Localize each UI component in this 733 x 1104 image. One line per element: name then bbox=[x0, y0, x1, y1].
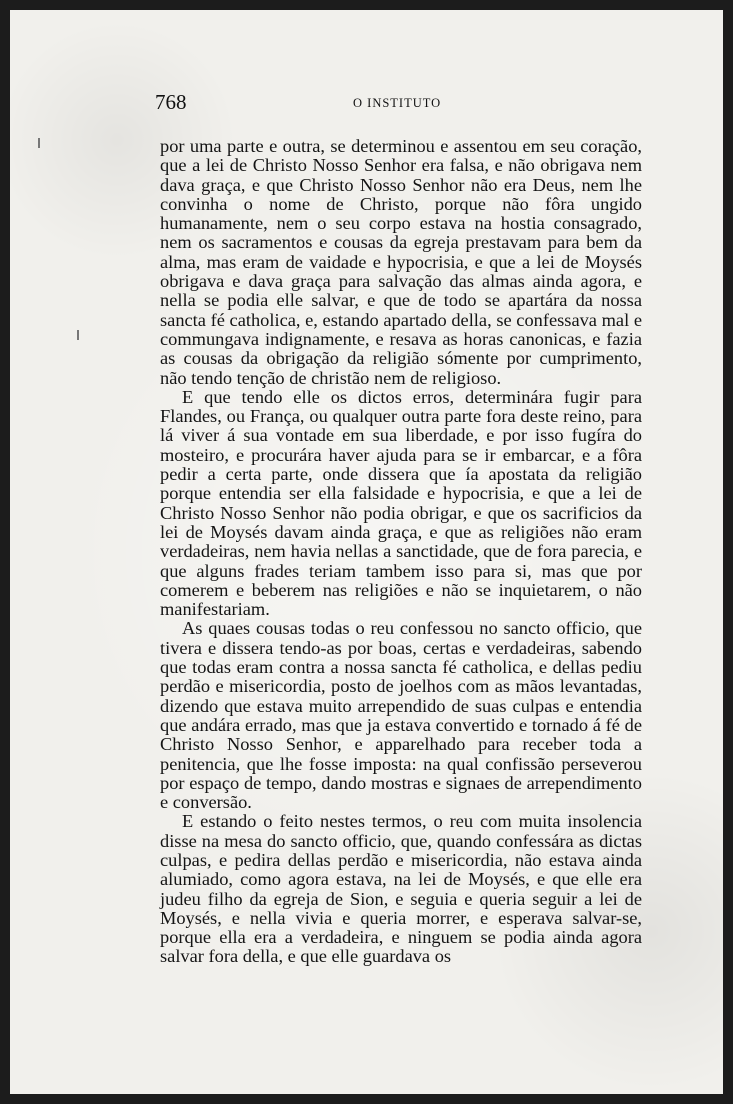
paragraph: E que tendo elle os dictos erros, determinára fugir para Flandes, ou França, ou qualquer outra parte fora deste reino, para lá viver á sua vontade em sua liberdade, e por isso fugíra do mosteiro, e procurára haver ajuda para se ir embarcar, e a fôra pedir a certa parte, onde dissera que ía apostata da religião porque entendia ser ella falsidade e hypocrisia, e que a lei de Christo Nosso Senhor não podia obrigar, e que os sacrificios da lei de Moysés davam ainda graça, e que as religiões não eram verdadeiras, nem havia nellas a sanctidade, que de fora parecia, e que alguns frades teriam tambem isso para si, mas que por comerem e beberem nas religiões e não se inquietarem, o não manifestariam. bbox=[160, 386, 642, 620]
running-title: O INSTITUTO bbox=[353, 96, 442, 110]
margin-mark bbox=[38, 138, 40, 148]
page-number: 768 bbox=[155, 90, 187, 114]
paragraph: As quaes cousas todas o reu confessou no sancto officio, que tivera e dissera tendo-as por boas, certas e verdadeiras, sabendo que todas eram contra a nossa sancta fé catholica, e dellas pediu perdão e misericordia, posto de joelhos com as mãos levantadas, dizendo que estava muito arrependido de suas culpas e entendia que andára errado, mas que ja estava convertido e tornado á fé de Christo Nosso Senhor, e apparelhado para receber toda a penitencia, que lhe fosse imposta: na qual confissão perseverou por espaço de tempo, dando mostras e signaes de arrependimento e conversão. bbox=[160, 618, 642, 813]
paragraph: por uma parte e outra, se determinou e assentou em seu coração, que a lei de Christo Nosso Senhor era falsa, e não obrigava nem dava graça, e que Christo Nosso Senhor não era Deus, nem lhe convinha o nome de Christo, porque não fôra ungido humanamente, nem o seu corpo estava na hostia consagrado, nem os sacramentos e cousas da egreja prestavam para bem da alma, mas eram de vaidade e hypocrisia, e que a lei de Moysés obrigava e dava graça para salvação das almas ainda agora, e nella se podia elle salvar, e que de todo se apartára da nossa sancta fé catholica, e, estando apartado della, se confessava mal e commungava indignamente, e resava as horas canonicas, e fazia as cousas da obrigação da religião sómente por cumprimento, não tendo tenção de christão nem de religioso. bbox=[160, 136, 642, 388]
body-text bbox=[160, 137, 642, 967]
paragraph: E estando o feito nestes termos, o reu com muita insolencia disse na mesa do sancto officio, que, quando confessára as dictas culpas, e pedira dellas perdão e misericordia, não estava ainda alumiado, como agora estava, na lei de Moysés, e que elle era judeu filho da egreja de Sion, e seguia e queria seguir a lei de Moysés, e nella vivia e queria morrer, e esperava salvar-se, porque ella era a verdadeira, e ninguem se podia ainda agora salvar fora della, e que elle guardava os bbox=[160, 811, 642, 967]
document-page bbox=[10, 10, 723, 1094]
margin-mark bbox=[77, 330, 79, 340]
page-header bbox=[155, 90, 640, 120]
